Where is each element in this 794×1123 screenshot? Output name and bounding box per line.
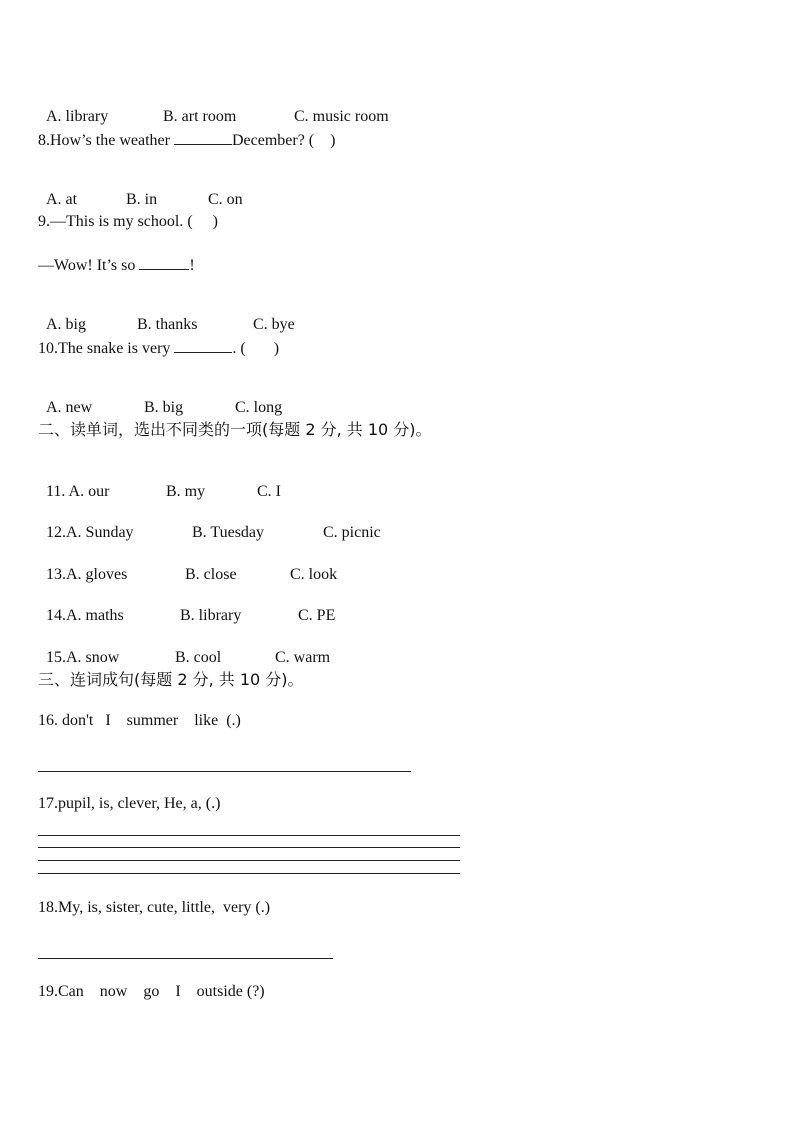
q12-option-b: B. Tuesday bbox=[192, 524, 265, 541]
q10-option-a: A. new bbox=[46, 399, 93, 416]
q10-option-b: B. big bbox=[144, 399, 184, 416]
q17-answer-line bbox=[38, 873, 460, 874]
q12-option-c: C. picnic bbox=[323, 524, 381, 541]
q16-prompt: 16. don't I summer like (.) bbox=[38, 712, 241, 729]
q11-options bbox=[38, 462, 281, 502]
q15-option-c: C. warm bbox=[275, 649, 331, 666]
q8-options bbox=[38, 170, 243, 210]
q14-option-a: 14.A. maths bbox=[46, 607, 124, 624]
q9-answer-blank bbox=[139, 254, 189, 270]
q10-stem-before: 10.The snake is very bbox=[38, 340, 175, 357]
q17-prompt: 17.pupil, is, clever, He, a, (.) bbox=[38, 795, 221, 812]
section-3-heading: 三、连词成句(每题 2 分, 共 10 分)。 bbox=[38, 670, 304, 689]
q9-option-c: C. bye bbox=[253, 316, 295, 333]
q7-option-c: C. music room bbox=[294, 108, 389, 125]
q11-option-c: C. I bbox=[257, 483, 281, 500]
q8-option-a: A. at bbox=[46, 191, 78, 208]
q17-answer-line bbox=[38, 860, 460, 861]
q8-stem-before: 8.How’s the weather bbox=[38, 132, 174, 149]
q15-option-b: B. cool bbox=[175, 649, 222, 666]
q17-answer-line bbox=[38, 835, 460, 836]
q7-option-b: B. art room bbox=[163, 108, 237, 125]
q7-options bbox=[38, 87, 389, 127]
q14-options bbox=[38, 586, 335, 626]
q14-option-c: C. PE bbox=[298, 607, 336, 624]
q8-answer-blank bbox=[174, 129, 232, 145]
q9-line1: 9.—This is my school. ( ) bbox=[38, 213, 218, 230]
q12-option-a: 12.A. Sunday bbox=[46, 524, 134, 541]
q9-line2 bbox=[38, 254, 195, 276]
q9-line2-after: ! bbox=[189, 257, 195, 274]
q18-answer-line bbox=[38, 958, 333, 959]
q17-answer-line bbox=[38, 847, 460, 848]
q8-stem bbox=[38, 129, 335, 151]
q10-options bbox=[38, 378, 282, 418]
q13-option-a: 13.A. gloves bbox=[46, 566, 128, 583]
q13-option-b: B. close bbox=[185, 566, 237, 583]
q19-prompt: 19.Can now go I outside (?) bbox=[38, 983, 265, 1000]
q15-option-a: 15.A. snow bbox=[46, 649, 120, 666]
q7-option-a: A. library bbox=[46, 108, 109, 125]
q10-option-c: C. long bbox=[235, 399, 283, 416]
q10-stem-after: . ( ) bbox=[232, 340, 280, 357]
q18-prompt: 18.My, is, sister, cute, little, very (.) bbox=[38, 899, 271, 916]
q8-option-c: C. on bbox=[208, 191, 243, 208]
q13-options bbox=[38, 545, 337, 585]
q14-option-b: B. library bbox=[180, 607, 242, 624]
q9-option-a: A. big bbox=[46, 316, 86, 333]
q10-answer-blank bbox=[174, 337, 232, 353]
q16-answer-line bbox=[38, 771, 411, 772]
section-2-heading: 二、读单词，选出不同类的一项(每题 2 分, 共 10 分)。 bbox=[38, 420, 432, 439]
q11-option-a: 11. A. our bbox=[46, 483, 110, 500]
q10-stem bbox=[38, 337, 279, 359]
q8-stem-after: December? ( ) bbox=[231, 132, 336, 149]
q12-options bbox=[38, 503, 381, 543]
q15-options bbox=[38, 628, 330, 668]
q11-option-b: B. my bbox=[166, 483, 206, 500]
q9-options bbox=[38, 295, 295, 335]
q13-option-c: C. look bbox=[290, 566, 338, 583]
q8-option-b: B. in bbox=[126, 191, 158, 208]
q9-option-b: B. thanks bbox=[137, 316, 198, 333]
q9-line2-before: —Wow! It’s so bbox=[38, 257, 140, 274]
